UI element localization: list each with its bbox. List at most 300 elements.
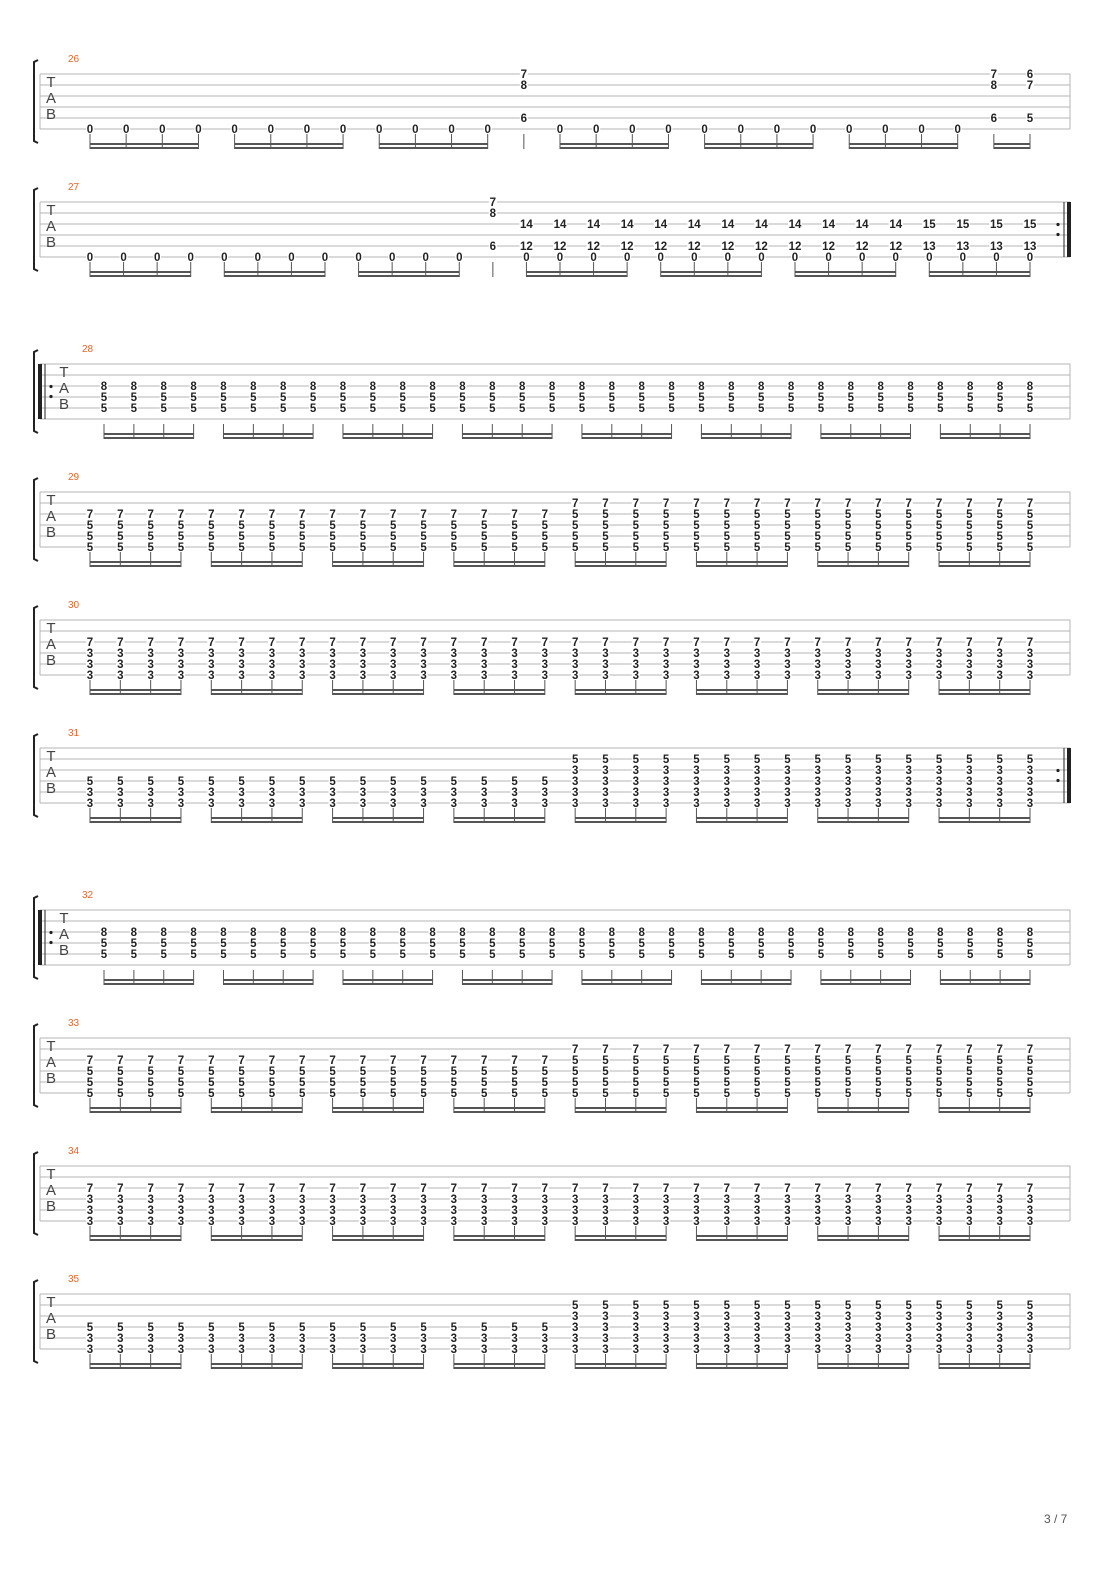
fret-number: 0 [1026,252,1034,264]
fret-number: 5 [160,938,167,950]
fret-number: 3 [844,1311,852,1323]
fret-number: 3 [996,670,1003,682]
fret-number: 7 [844,1044,852,1056]
fret-number: 3 [723,1194,730,1206]
fret-number: 14 [687,219,701,231]
beam [929,275,1030,277]
beam [104,983,194,985]
fret-number: 5 [608,938,616,950]
fret-number: 3 [450,1344,458,1356]
fret-number: 8 [996,927,1004,939]
fret-number: 5 [268,1322,276,1334]
beam [939,1111,1030,1113]
fret-number: 8 [698,927,705,939]
beam [343,433,433,435]
fret-number: 3 [450,1205,458,1217]
fret-number: 5 [1026,754,1034,766]
fret-number: 3 [1026,1205,1034,1217]
fret-number: 5 [693,1088,700,1100]
fret-number: 5 [238,776,245,788]
fret-number: 5 [450,542,458,554]
fret-number: 3 [935,1216,943,1228]
fret-number: 5 [299,531,306,543]
fret-number: 7 [966,1044,973,1056]
beam [939,1367,1030,1369]
fret-number: 5 [369,403,377,415]
fret-number: 12 [788,241,802,253]
fret-number: 6 [520,113,528,125]
beam [333,821,424,823]
fret-number: 3 [662,659,670,671]
fret-number: 5 [905,509,912,521]
beam [929,271,1030,273]
fret-number: 3 [935,659,943,671]
repeat-dot [49,395,52,398]
fret-number: 0 [926,252,933,264]
fret-number: 3 [693,659,700,671]
fret-number: 3 [632,1311,640,1323]
beam [211,817,302,819]
fret-number: 7 [875,637,882,649]
fret-number: 5 [299,1077,306,1089]
fret-number: 0 [122,124,130,136]
fret-number: 7 [723,637,730,649]
fret-number: 8 [369,927,377,939]
fret-number: 0 [187,252,194,264]
fret-number: 3 [177,648,185,660]
fret-number: 5 [632,509,640,521]
fret-number: 3 [86,648,94,660]
fret-number: 5 [967,392,974,404]
fret-number: 5 [268,531,276,543]
fret-number: 7 [905,498,912,510]
fret-number: 3 [511,1205,518,1217]
fret-number: 3 [966,776,973,788]
tab-clef-letter: T [46,748,56,765]
fret-number: 3 [814,787,821,799]
fret-number: 5 [390,776,397,788]
fret-number: 5 [220,392,227,404]
fret-number: 5 [238,1322,245,1334]
fret-number: 0 [665,124,672,136]
fret-number: 5 [429,949,436,961]
fret-number: 13 [1023,241,1037,253]
fret-number: 14 [520,219,533,231]
fret-number: 0 [592,124,600,136]
fret-number: 5 [935,531,943,543]
fret-number: 5 [608,949,616,961]
beam [818,693,909,695]
fret-number: 8 [130,381,138,393]
fret-number: 0 [590,252,597,264]
fret-number: 5 [602,1066,609,1078]
fret-number: 5 [541,1088,549,1100]
fret-number: 3 [966,765,973,777]
fret-number: 0 [858,252,866,264]
beam [939,1107,1030,1109]
fret-number: 3 [693,1344,700,1356]
beam [939,1235,1030,1237]
fret-number: 7 [359,1183,367,1195]
fret-number: 3 [268,1205,276,1217]
beam [359,275,460,277]
fret-number: 8 [369,381,377,393]
fret-number: 3 [723,787,730,799]
fret-number: 3 [784,798,791,810]
fret-number: 3 [1026,648,1034,660]
fret-number: 8 [787,381,795,393]
fret-number: 3 [147,1333,154,1345]
fret-number: 5 [86,542,94,554]
fret-number: 5 [814,754,821,766]
fret-number: 5 [399,392,406,404]
fret-number: 5 [847,392,854,404]
fret-number: 5 [117,531,124,543]
fret-number: 3 [147,670,154,682]
fret-number: 3 [723,1344,730,1356]
fret-number: 3 [753,1216,761,1228]
fret-number: 3 [632,1194,640,1206]
fret-number: 5 [250,392,257,404]
beam [939,565,1030,567]
beam [454,1367,545,1369]
fret-number: 5 [966,1300,973,1312]
beam [701,433,791,435]
fret-number: 5 [608,403,616,415]
fret-number: 3 [511,648,518,660]
beam [211,1107,302,1109]
fret-number: 8 [339,927,347,939]
fret-number: 3 [814,659,821,671]
fret-number: 8 [160,927,167,939]
fret-number: 3 [390,1194,397,1206]
fret-number: 7 [511,1183,518,1195]
fret-number: 3 [147,1194,154,1206]
fret-number: 7 [268,1055,276,1067]
fret-number: 5 [238,1077,245,1089]
fret-number: 5 [784,1077,791,1089]
fret-number: 3 [177,1194,185,1206]
fret-number: 7 [693,1044,700,1056]
fret-number: 7 [541,509,549,521]
fret-number: 7 [1026,498,1034,510]
fret-number: 0 [954,124,961,136]
fret-number: 7 [1026,1044,1034,1056]
fret-number: 5 [459,392,466,404]
fret-number: 5 [511,1322,518,1334]
fret-number: 3 [875,787,882,799]
system-bracket [34,350,38,433]
fret-number: 5 [359,520,367,532]
beam [90,693,181,695]
fret-number: 7 [571,1183,579,1195]
fret-number: 5 [86,1322,94,1334]
tab-clef-letter: B [45,1198,57,1215]
fret-number: 8 [220,927,227,939]
fret-number: 3 [875,1311,882,1323]
beam [795,271,896,273]
fret-number: 3 [814,1194,821,1206]
fret-number: 3 [117,1333,124,1345]
fret-number: 5 [907,403,914,415]
fret-number: 3 [86,1216,94,1228]
fret-number: 5 [638,392,645,404]
fret-number: 3 [177,798,185,810]
fret-number: 5 [753,531,761,543]
fret-number: 5 [875,1055,882,1067]
fret-number: 5 [814,1066,821,1078]
fret-number: 5 [339,949,347,961]
staff-system [34,600,1070,695]
fret-number: 5 [117,776,124,788]
fret-number: 3 [814,776,821,788]
fret-number: 3 [723,670,730,682]
fret-number: 5 [632,1066,640,1078]
fret-number: 7 [511,509,518,521]
fret-number: 5 [693,1055,700,1067]
fret-number: 3 [511,787,518,799]
fret-number: 3 [784,1216,791,1228]
fret-number: 5 [693,531,700,543]
staff-system [34,54,1070,149]
fret-number: 5 [844,1055,852,1067]
beam [223,433,313,435]
fret-number: 3 [420,1344,427,1356]
fret-number: 3 [814,1344,821,1356]
fret-number: 3 [784,1333,791,1345]
fret-number: 3 [359,670,367,682]
beam [359,271,460,273]
fret-number: 5 [907,392,914,404]
beam [454,1363,545,1365]
fret-number: 7 [177,509,185,521]
fret-number: 3 [117,798,124,810]
beam [696,693,787,695]
fret-number: 5 [548,392,556,404]
fret-number: 3 [390,1344,397,1356]
beam [696,1107,787,1109]
beam [940,979,1030,981]
fret-number: 5 [844,1300,852,1312]
fret-number: 5 [638,403,645,415]
beam [994,147,1030,149]
fret-number: 5 [875,542,882,554]
fret-number: 7 [238,509,245,521]
beam [582,437,672,439]
fret-number: 5 [571,1066,579,1078]
repeat-dot [1056,769,1059,772]
fret-number: 7 [935,1044,943,1056]
fret-number: 8 [728,927,735,939]
fret-number: 3 [541,659,549,671]
fret-number: 3 [753,776,761,788]
measure-number: 29 [68,472,80,483]
fret-number: 3 [996,1322,1003,1334]
fret-number: 5 [450,1077,458,1089]
fret-number: 5 [390,1088,397,1100]
fret-number: 5 [459,949,466,961]
fret-number: 3 [390,648,397,660]
fret-number: 0 [959,252,967,264]
staff-system [34,728,1071,823]
fret-number: 7 [541,637,549,649]
fret-number: 3 [571,659,579,671]
tab-clef-letter: A [45,90,57,107]
fret-number: 3 [966,787,973,799]
beam [223,979,313,981]
fret-number: 12 [855,241,869,253]
fret-number: 3 [753,1205,761,1217]
beam [818,1111,909,1113]
fret-number: 8 [967,381,974,393]
fret-number: 5 [511,776,518,788]
fret-number: 5 [100,949,108,961]
fret-number: 8 [190,927,197,939]
fret-number: 5 [489,392,496,404]
fret-number: 3 [541,670,549,682]
fret-number: 5 [844,1088,852,1100]
fret-number: 5 [602,509,609,521]
fret-number: 5 [877,392,884,404]
tab-clef-letter: T [46,202,56,219]
fret-number: 5 [662,1077,670,1089]
fret-number: 7 [753,498,761,510]
fret-number: 3 [450,670,458,682]
fret-number: 8 [130,927,138,939]
fret-number: 8 [937,927,944,939]
fret-number: 5 [966,1055,973,1067]
fret-number: 5 [966,1077,973,1089]
fret-number: 5 [390,1066,397,1078]
fret-number: 3 [632,670,640,682]
fret-number: 3 [905,1344,912,1356]
fret-number: 3 [571,1216,579,1228]
fret-number: 5 [571,531,579,543]
fret-number: 5 [450,1322,458,1334]
tab-clef-letter: B [45,1070,57,1087]
fret-number: 5 [420,776,427,788]
fret-number: 8 [250,927,257,939]
fret-number: 3 [602,765,609,777]
fret-number: 5 [480,1322,488,1334]
fret-number: 3 [268,670,276,682]
fret-number: 5 [480,531,488,543]
fret-number: 8 [757,381,765,393]
fret-number: 3 [875,648,882,660]
fret-number: 5 [541,531,549,543]
fret-number: 3 [996,1344,1003,1356]
fret-number: 3 [935,1194,943,1206]
fret-number: 7 [632,637,640,649]
staff-system [34,1146,1070,1241]
fret-number: 8 [429,927,436,939]
fret-number: 7 [177,1183,185,1195]
fret-number: 3 [602,1333,609,1345]
fret-number: 3 [844,1194,852,1206]
beam [582,983,672,985]
beam [575,1235,666,1237]
beam [90,1111,181,1113]
fret-number: 5 [935,1077,943,1089]
fret-number: 7 [390,1183,397,1195]
fret-number: 8 [309,927,317,939]
fret-number: 3 [753,1344,761,1356]
fret-number: 0 [523,252,530,264]
fret-number: 7 [420,637,427,649]
fret-number: 3 [177,1205,185,1217]
fret-number: 3 [268,798,276,810]
fret-number: 7 [147,509,154,521]
fret-number: 5 [1026,531,1034,543]
fret-number: 5 [571,754,579,766]
fret-number: 3 [602,1205,609,1217]
fret-number: 7 [723,1044,730,1056]
fret-number: 7 [844,1183,852,1195]
fret-number: 5 [238,520,245,532]
fret-number: 5 [299,776,306,788]
fret-number: 3 [996,659,1003,671]
fret-number: 7 [390,509,397,521]
fret-number: 5 [280,938,287,950]
fret-number: 5 [1026,509,1034,521]
fret-number: 5 [541,542,549,554]
fret-number: 7 [602,1044,609,1056]
fret-number: 5 [1026,113,1034,125]
fret-number: 3 [814,670,821,682]
fret-number: 5 [369,938,377,950]
fret-number: 3 [1026,776,1034,788]
fret-number: 3 [875,1205,882,1217]
fret-number: 5 [541,520,549,532]
tab-clef-letter: A [58,926,70,943]
fret-number: 5 [693,542,700,554]
fret-number: 3 [632,1205,640,1217]
fret-number: 12 [687,241,701,253]
system-bracket [34,188,38,271]
fret-number: 5 [177,520,185,532]
fret-number: 3 [875,798,882,810]
fret-number: 7 [329,1055,336,1067]
fret-number: 5 [1026,1088,1034,1100]
beam [818,1363,909,1365]
fret-number: 5 [662,1300,670,1312]
fret-number: 5 [698,938,705,950]
fret-number: 3 [208,1344,215,1356]
fret-number: 7 [117,1055,124,1067]
fret-number: 3 [480,1205,488,1217]
fret-number: 3 [238,1216,245,1228]
fret-number: 7 [420,1183,427,1195]
fret-number: 8 [638,927,645,939]
fret-number: 3 [450,648,458,660]
fret-number: 0 [86,124,94,136]
fret-number: 5 [190,403,197,415]
beam [705,143,813,145]
tab-clef-letter: B [45,524,57,541]
fret-number: 5 [309,403,317,415]
system-bracket [34,1024,38,1107]
fret-number: 3 [420,1205,427,1217]
fret-number: 3 [602,1311,609,1323]
fret-number: 5 [309,392,317,404]
fret-number: 5 [784,1300,791,1312]
fret-number: 3 [632,1344,640,1356]
fret-number: 3 [480,1194,488,1206]
fret-number: 3 [390,787,397,799]
fret-number: 3 [541,1205,549,1217]
fret-number: 14 [587,219,600,231]
fret-number: 7 [299,1183,306,1195]
